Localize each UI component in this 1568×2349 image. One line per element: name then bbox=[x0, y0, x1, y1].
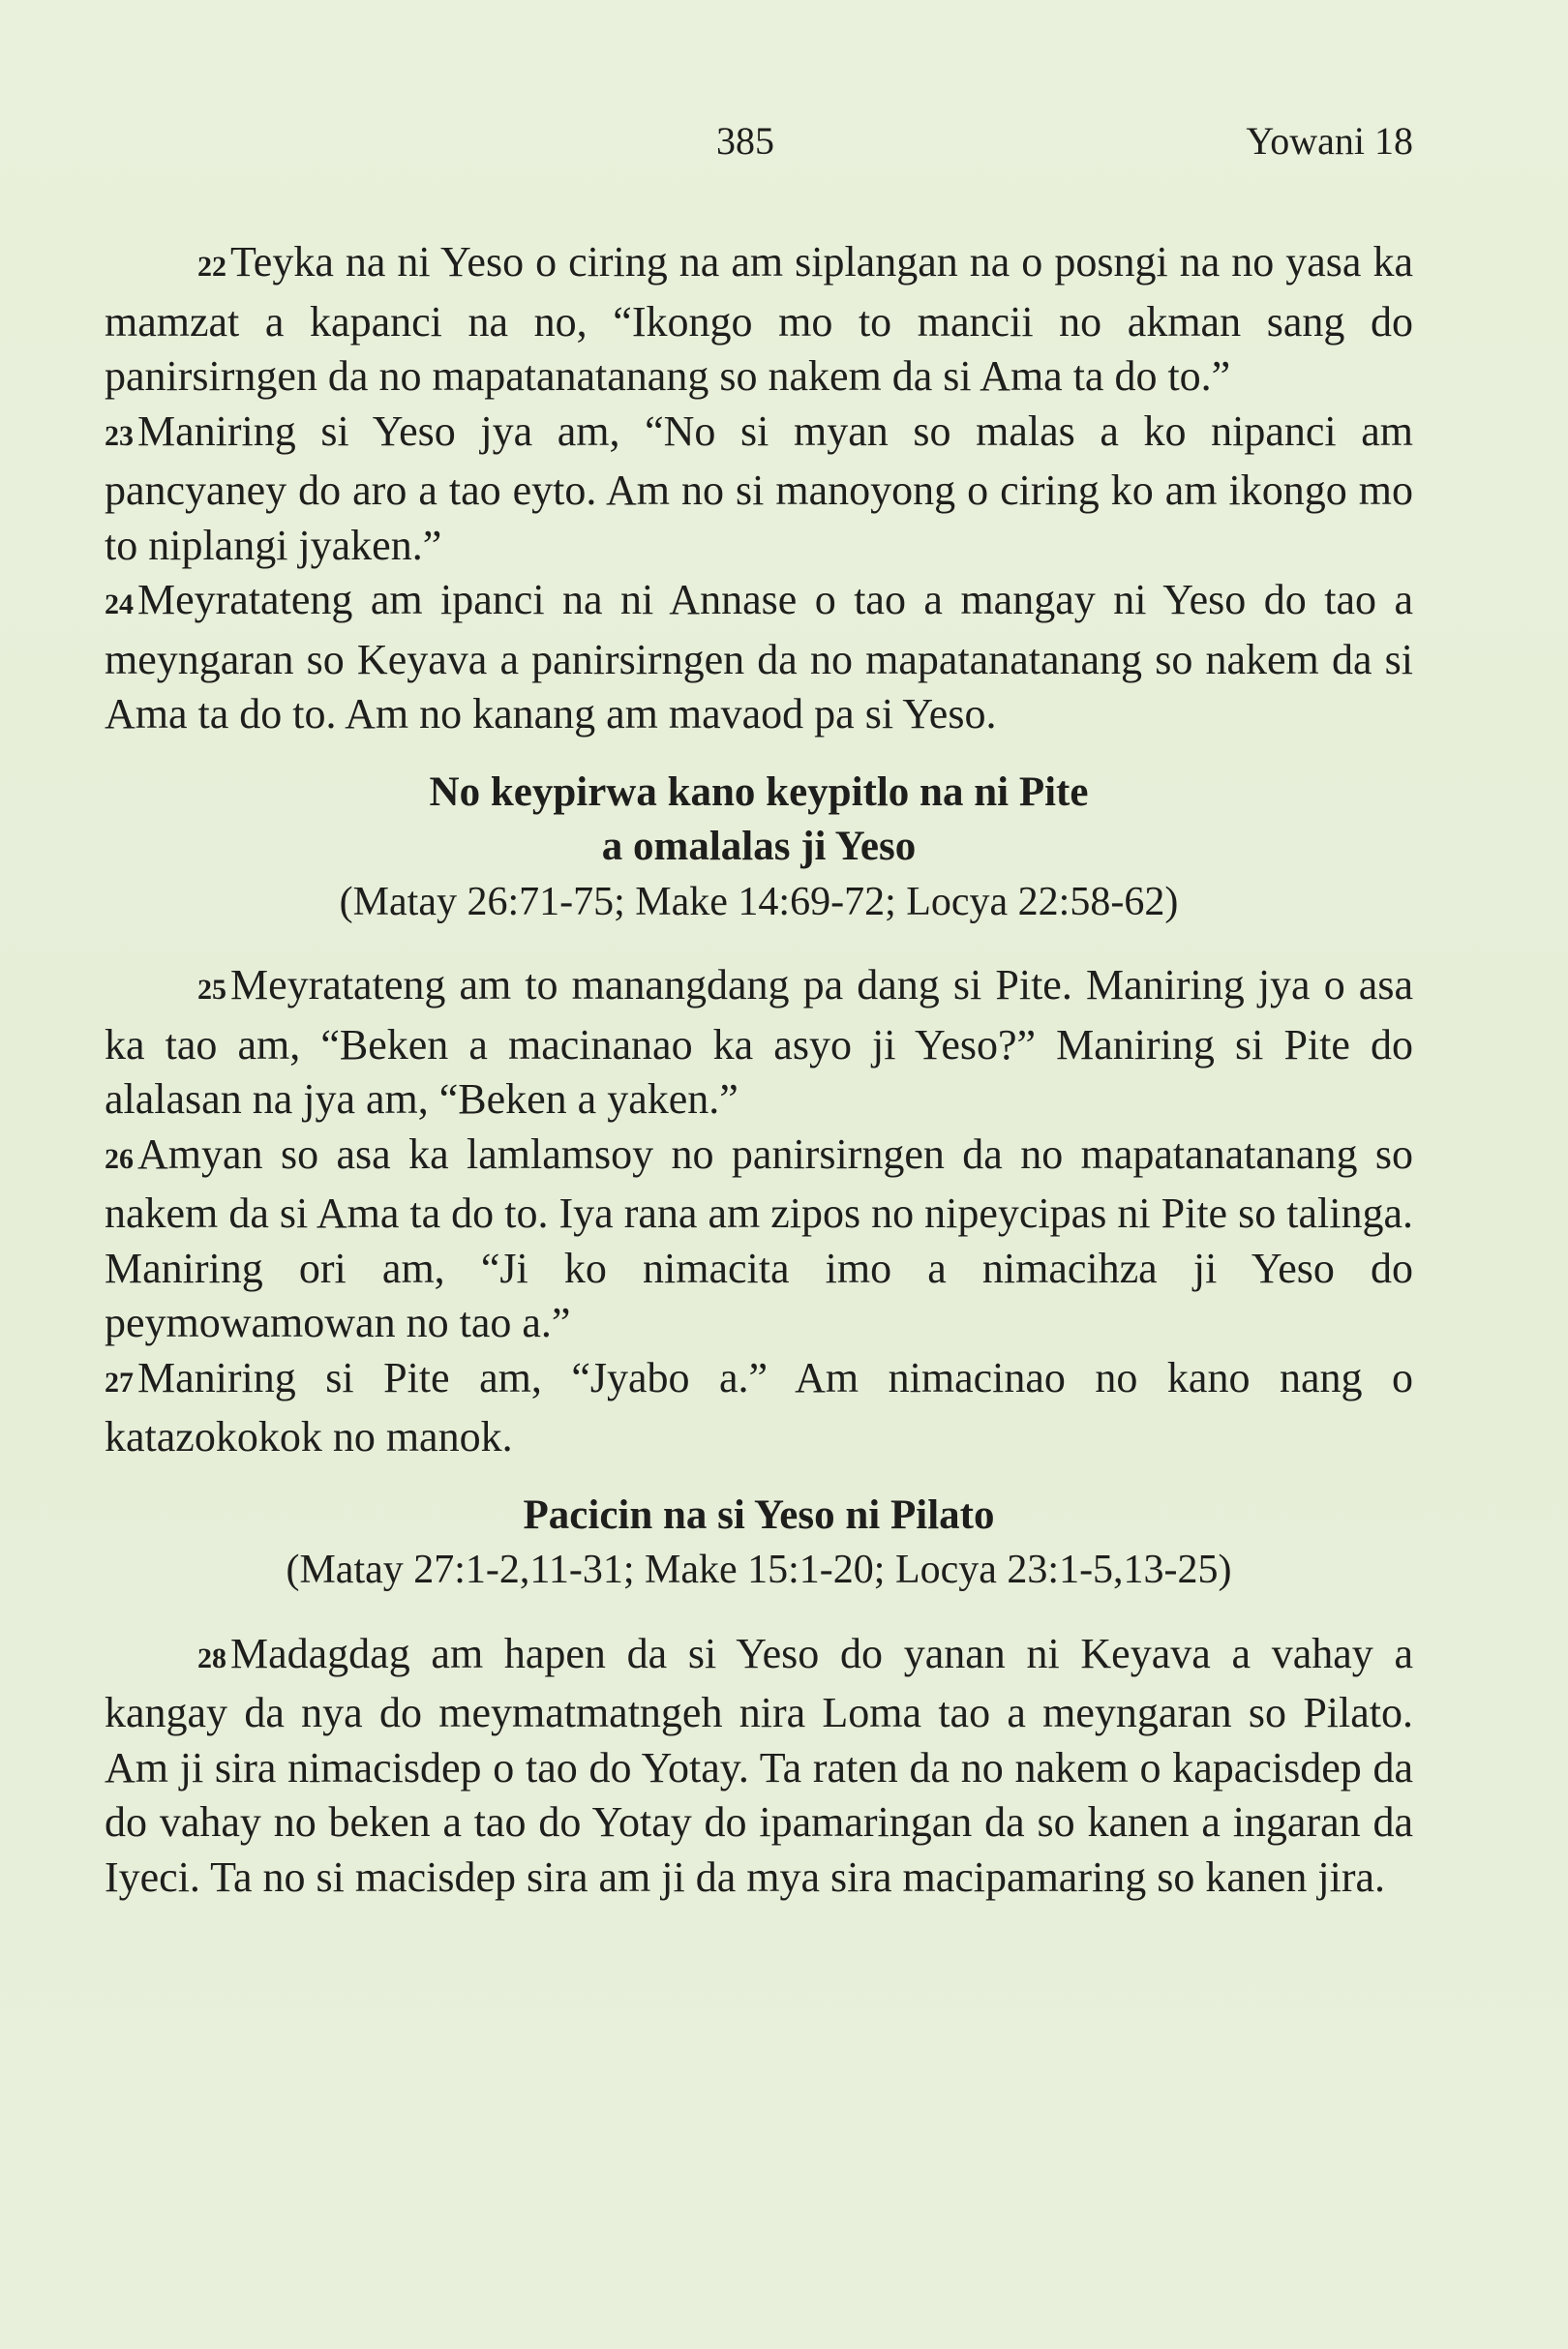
verse-text: Meyratateng am to manangdang pa dang si Pite. Maniring jya o asa ka tao am, “Beken a macinanao ka asyo ji Yeso?” Maniring si Pite do alalasan na jya am, “Beken a yaken.” bbox=[105, 961, 1413, 1123]
cross-references: (Matay 26:71-75; Make 14:69-72; Locya 22:58-62) bbox=[339, 879, 1179, 924]
verse-25 bbox=[105, 958, 1413, 1128]
verse-text: Meyratateng am ipanci na ni Annase o tao a mangay ni Yeso do tao a meyngaran so Keyava a panirsirngen da no mapatanatanang so nakem da si Ama ta do to. Am no kanang am mavaod pa si Yeso. bbox=[105, 576, 1413, 738]
verse-number: 28 bbox=[197, 1641, 226, 1674]
section-heading-line: No keypirwa kano keypitlo na ni Pite bbox=[429, 768, 1089, 815]
section-heading-line: Pacicin na si Yeso ni Pilato bbox=[523, 1491, 995, 1538]
verse-number: 23 bbox=[105, 419, 134, 452]
verse-text: Madagdag am hapen da si Yeso do yanan ni Keyava a vahay a kangay da nya do meymatmatngeh nira Loma tao a meyngaran so Pilato. Am ji sira nimacisdep o tao do Yotay. Ta raten da no nakem o kapacisdep da do vahay no beken a tao do Yotay do ipamaringan da so kanen a ingaran da Iyeci. Ta no si macisdep sira am ji da mya sira macipamaring so kanen jira. bbox=[105, 1629, 1413, 1901]
verse-24 bbox=[105, 573, 1413, 742]
verse-27 bbox=[105, 1351, 1413, 1465]
verse-text: Teyka na ni Yeso o ciring na am siplangan na o posngi na no yasa ka mamzat a kapanci na no, “Ikongo mo to mancii no akman sang do panirsirngen da no mapatanatanang so nakem da si Ama ta do to.” bbox=[105, 238, 1413, 400]
running-head: Yowani 18 bbox=[1246, 119, 1413, 163]
verse-text: Amyan so asa ka lamlamsoy no panirsirngen da no mapatanatanang so nakem da si Ama ta do to. Iya rana am zipos no nipeycipas ni Pite so talinga. Maniring ori am, “Ji ko nimacita imo a nimacihza ji Yeso do peymowamowan no tao a.” bbox=[105, 1129, 1413, 1346]
verse-26 bbox=[105, 1128, 1413, 1351]
verse-text: Maniring si Pite am, “Jyabo a.” Am nimacinao no kano nang o katazokokok no manok. bbox=[105, 1353, 1413, 1461]
page-body bbox=[105, 235, 1413, 1905]
cross-references: (Matay 27:1-2,11-31; Make 15:1-20; Locya 23:1-5,13-25) bbox=[286, 1548, 1232, 1592]
verse-23 bbox=[105, 405, 1413, 574]
verse-number: 27 bbox=[105, 1366, 134, 1399]
verse-number: 26 bbox=[105, 1142, 134, 1175]
verse-number: 25 bbox=[197, 974, 226, 1006]
page-number: 385 bbox=[716, 119, 774, 163]
verse-22 bbox=[105, 235, 1413, 405]
verse-number: 22 bbox=[197, 251, 226, 283]
section-heading-line: a omalalas ji Yeso bbox=[601, 824, 917, 869]
verse-number: 24 bbox=[105, 588, 134, 620]
verse-text: Maniring si Yeso jya am, “No si myan so malas a ko nipanci am pancyaney do aro a tao eyto. Am no si manoyong o ciring ko am ikongo mo to niplangi jyaken.” bbox=[105, 407, 1413, 569]
verse-28 bbox=[105, 1627, 1413, 1906]
page-header bbox=[105, 114, 1413, 168]
